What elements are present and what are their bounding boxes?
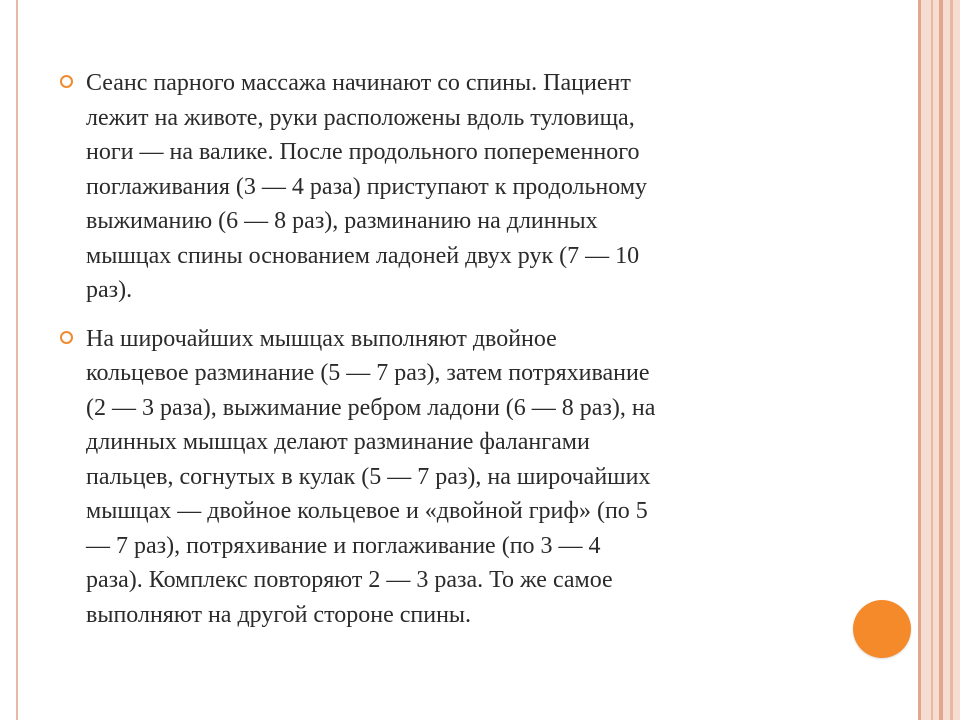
right-stripe bbox=[931, 0, 933, 720]
text-line: мышцах спины основанием ладоней двух рук (7 — 10 bbox=[86, 242, 640, 269]
text-line: Сеанс парного массажа начинают со спины. Пациент bbox=[86, 70, 631, 96]
text-line: кольцевое разминание (5 — 7 раз), затем потряхивание bbox=[86, 360, 650, 386]
right-stripe bbox=[939, 0, 943, 720]
text-line: лежит на животе, руки расположены вдоль туловища, bbox=[86, 104, 635, 131]
right-stripe bbox=[918, 0, 921, 720]
text-line: выжиманию (6 — 8 раз), разминанию на длинных bbox=[86, 208, 598, 234]
text-line: раза). Комплекс повторяют 2 — 3 раза. То же самое bbox=[86, 567, 613, 593]
text-line: мышцах — двойное кольцевое и «двойной гриф» (по 5 bbox=[86, 498, 648, 524]
circle-bullet-icon bbox=[60, 331, 73, 344]
bullet-text-2 bbox=[86, 322, 890, 633]
circle-bullet-icon bbox=[60, 75, 73, 88]
text-line: (2 — 3 раза), выжимание ребром ладони (6 — 8 раз), на bbox=[86, 394, 656, 421]
bullet-text-1 bbox=[86, 66, 890, 308]
text-line: выполняют на другой стороне спины. bbox=[86, 601, 472, 628]
text-line: раз). bbox=[86, 277, 133, 303]
text-line: На широчайших мышцах выполняют двойное bbox=[86, 325, 557, 352]
bullet-item-1 bbox=[60, 66, 890, 308]
text-line: поглаживания (3 — 4 раза) приступают к продольному bbox=[86, 173, 647, 200]
text-line: длинных мышцах делают разминание фалангами bbox=[86, 429, 590, 455]
text-line: пальцев, согнутых в кулак (5 — 7 раз), на широчайших bbox=[86, 463, 651, 490]
bullet-item-2 bbox=[60, 322, 890, 633]
left-border-line bbox=[16, 0, 18, 720]
text-line: — 7 раз), потряхивание и поглаживание (по 3 — 4 bbox=[86, 532, 601, 559]
text-line: ноги — на валике. После продольного попеременного bbox=[86, 139, 640, 165]
slide-content bbox=[60, 66, 890, 646]
right-stripe bbox=[950, 0, 953, 720]
